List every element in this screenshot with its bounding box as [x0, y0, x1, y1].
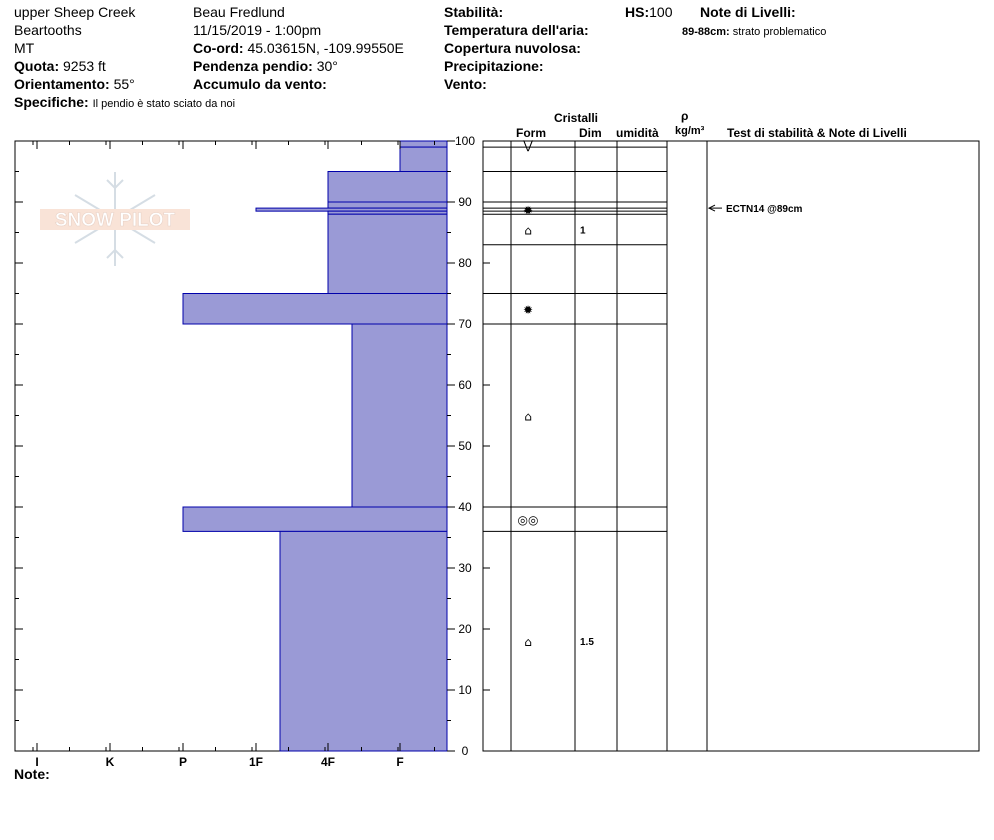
y-tick-label-2: 20 [458, 622, 472, 636]
layer-notes-label: Note di Livelli: [700, 4, 796, 20]
stability-test-label-0: ECTN14 @89cm [726, 204, 803, 216]
slope-value: 30° [316, 58, 338, 74]
y-tick-label-7: 70 [458, 317, 472, 331]
hs-value: 100 [649, 4, 673, 20]
hardness-bar-2 [328, 172, 447, 203]
crystal-table-frame [483, 141, 979, 751]
crystal-form-symbol-6: ⌂ [524, 223, 532, 238]
hardness-bar-9 [183, 507, 447, 531]
hardness-bar-8 [352, 324, 447, 507]
form-header: Form [516, 126, 546, 140]
watermark-text: SNOW PILOT [54, 210, 176, 231]
x-tick-label-3: 1F [248, 755, 264, 769]
hardness-bar-0 [400, 141, 447, 147]
x-tick-label-4: 4F [320, 755, 336, 769]
elevation-label: Quota: [14, 58, 60, 74]
layer-note-text: strato problematico [732, 26, 827, 38]
specifics-value: Il pendio è stato sciato da noi [92, 98, 236, 110]
range: Beartooths [14, 22, 82, 38]
y-tick-label-4: 40 [458, 500, 472, 514]
density-unit-header: kg/m³ [675, 125, 705, 137]
stability-tests [709, 204, 803, 215]
x-tick-label-2: P [178, 755, 188, 769]
y-tick-label-1: 10 [458, 683, 472, 697]
moisture-header: umidità [616, 126, 659, 140]
crystal-form-symbol-4: ✹ [522, 203, 534, 218]
crystals-header: Cristalli [554, 111, 599, 125]
coord-value: 45.03615N, -109.99550E [247, 40, 404, 56]
wind-load-label: Accumulo da vento: [193, 76, 327, 92]
location: upper Sheep Creek [14, 4, 136, 20]
crystal-form-symbol-8: ✹ [522, 302, 534, 317]
hardness-bars [183, 141, 447, 751]
snowpilot-watermark [40, 172, 190, 266]
crystal-form-symbol-11: ⌂ [524, 635, 532, 650]
aspect-value: 55° [113, 76, 135, 92]
slope-label: Pendenza pendio: [193, 58, 313, 74]
layer-note-range: 89-88cm: [682, 26, 730, 38]
stability-notes-header: Test di stabilità & Note di Livelli [727, 126, 907, 140]
hardness-bar-6 [328, 214, 447, 293]
elevation-value: 9253 ft [63, 58, 106, 74]
x-tick-label-1: K [105, 755, 115, 769]
crystal-form-symbol-10: ◎◎ [517, 513, 539, 528]
wind-label: Vento: [444, 76, 487, 92]
observer: Beau Fredlund [193, 4, 285, 20]
aspect-label: Orientamento: [14, 76, 110, 92]
y-tick-label-0: 0 [461, 744, 469, 758]
datetime: 11/15/2019 - 1:00pm [193, 22, 322, 38]
dim-header: Dim [579, 126, 602, 140]
cloud-label: Copertura nuvolosa: [444, 40, 581, 56]
y-tick-label-6: 60 [458, 378, 472, 392]
notes-label: Note: [14, 766, 50, 782]
crystal-form-symbol-9: ⌂ [524, 409, 532, 424]
crystal-size-11: 1.5 [580, 637, 594, 649]
stability-label: Stabilità: [444, 4, 504, 20]
x-tick-label-0: I [35, 755, 39, 769]
state: MT [14, 40, 35, 56]
y-tick-label-5: 50 [458, 439, 472, 453]
y-tick-label-10: 100 [454, 134, 476, 148]
coord-label: Co-ord: [193, 40, 244, 56]
y-tick-label-8: 80 [458, 256, 472, 270]
hardness-bar-7 [183, 294, 447, 325]
hardness-bar-1 [400, 147, 447, 171]
rho-header: ρ [681, 109, 689, 123]
hardness-bar-10 [280, 531, 447, 751]
y-tick-label-9: 90 [458, 195, 472, 209]
x-tick-label-5: F [396, 755, 404, 769]
y-tick-label-3: 30 [458, 561, 472, 575]
air-temp-label: Temperatura dell'aria: [444, 22, 589, 38]
precip-label: Precipitazione: [444, 58, 544, 74]
hs-label: HS: [625, 4, 650, 20]
hardness-bar-3 [328, 202, 447, 208]
specifics-label: Specifiche: [14, 94, 89, 110]
crystal-size-6: 1 [580, 225, 586, 237]
crystal-form-symbol-0: ⋁ [523, 138, 533, 153]
